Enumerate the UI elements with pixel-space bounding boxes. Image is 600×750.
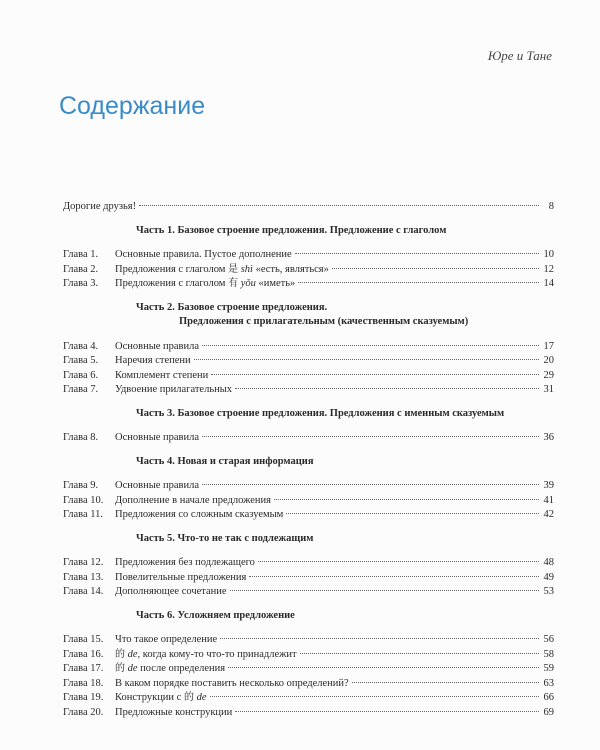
toc-chapter-row[interactable] <box>63 263 554 278</box>
chapter-title-han: 是 <box>228 263 239 275</box>
chapter-title: Предложения со сложным сказуемым <box>115 509 284 520</box>
chapter-page-number: 56 <box>543 634 554 645</box>
chapter-title-han: 的 <box>115 648 125 660</box>
leader-dots <box>235 711 539 712</box>
leader-dots <box>230 590 539 591</box>
chapter-title-han: 有 <box>228 278 239 289</box>
chapter-title: Предложные конструкции <box>115 706 233 718</box>
chapter-title <box>115 662 225 677</box>
chapter-page-number: 14 <box>543 278 554 289</box>
chapter-page-number: 29 <box>543 369 554 381</box>
leader-dots <box>194 359 539 360</box>
toc-chapter-row[interactable] <box>63 369 554 384</box>
leader-dots <box>300 653 539 654</box>
chapter-number: Глава 8. <box>63 432 99 443</box>
chapter-title: Основные правила <box>115 480 200 491</box>
chapter-number: Глава 4. <box>63 340 99 352</box>
chapter-number: Глава 16. <box>63 648 104 660</box>
leader-dots <box>228 667 539 668</box>
chapter-title: Что такое определение <box>115 634 218 645</box>
chapter-number: Глава 13. <box>63 571 104 583</box>
part-heading <box>63 407 554 422</box>
chapter-number: Глава 17. <box>63 663 104 674</box>
chapter-title-post: после определения <box>137 663 226 674</box>
leader-dots <box>211 374 539 375</box>
chapter-number: Глава 15. <box>63 634 104 645</box>
chapter-title-han: 的 <box>183 692 194 703</box>
leader-dots <box>352 682 539 683</box>
chapter-number: Глава 11. <box>63 509 104 520</box>
leader-dots <box>202 436 539 437</box>
chapter-page-number: 12 <box>543 263 554 275</box>
chapter-title-it: de <box>193 692 207 703</box>
part-heading <box>63 301 554 330</box>
chapter-title <box>115 263 329 278</box>
chapter-title: Повелительные предложения <box>115 571 247 583</box>
leader-dots <box>249 576 539 577</box>
toc-chapter-row[interactable] <box>63 508 554 523</box>
chapter-title: Основные правила <box>115 340 200 352</box>
chapter-number: Глава 9. <box>63 480 99 491</box>
chapter-title-it: yǒu <box>238 278 256 289</box>
leader-dots <box>202 484 539 485</box>
chapter-number: Глава 10. <box>63 494 104 506</box>
part-heading <box>63 532 554 547</box>
chapter-title: Основные правила <box>115 432 200 443</box>
toc-chapter-row[interactable] <box>63 633 554 648</box>
part-title: Часть 5. Что-то не так с подлежащим <box>136 532 314 544</box>
part-heading <box>63 224 554 239</box>
chapter-page-number: 17 <box>543 340 554 352</box>
chapter-title: Комплемент степени <box>115 369 209 381</box>
toc-chapter-row[interactable] <box>63 479 554 494</box>
chapter-page-number: 36 <box>543 432 554 443</box>
chapter-number: Глава 12. <box>63 557 104 568</box>
toc-chapter-row[interactable] <box>63 571 554 586</box>
leader-dots <box>210 696 539 697</box>
toc-chapter-row[interactable] <box>63 354 554 369</box>
chapter-title-it: de <box>125 663 138 674</box>
chapter-title-han: 的 <box>115 663 125 674</box>
toc-chapter-row[interactable] <box>63 431 554 446</box>
chapter-title: Предложения без подлежащего <box>115 557 255 568</box>
leader-dots <box>298 282 539 283</box>
chapter-page-number: 39 <box>543 480 554 491</box>
toc-intro-row[interactable] <box>63 200 554 215</box>
chapter-page-number: 20 <box>543 355 554 366</box>
part-title: Часть 2. Базовое строение предложения. <box>136 301 328 313</box>
leader-dots <box>235 388 539 389</box>
chapter-number: Глава 7. <box>63 384 99 395</box>
chapter-number: Глава 5. <box>63 355 99 366</box>
chapter-page-number: 63 <box>543 677 554 689</box>
toc-chapter-row[interactable] <box>63 585 554 600</box>
part-title-line2: Предложения с прилагательным (качественным сказуемым) <box>179 316 469 327</box>
leader-dots <box>286 513 539 514</box>
chapter-page-number: 10 <box>543 249 554 260</box>
leader-dots <box>202 345 539 346</box>
chapter-title-it: de <box>125 648 138 660</box>
parts-container <box>63 224 554 721</box>
chapter-number: Глава 18. <box>63 677 104 689</box>
chapter-page-number: 58 <box>543 648 554 660</box>
toc-chapter-row[interactable] <box>63 277 554 292</box>
chapter-title-post: «иметь» <box>255 278 296 289</box>
chapter-title: Наречия степени <box>115 355 191 366</box>
header-authors: Юре и Тане <box>487 48 552 63</box>
chapter-title-it: shì <box>238 263 253 275</box>
chapter-number: Глава 2. <box>63 263 99 275</box>
chapter-title: Основные правила. Пустое дополнение <box>115 249 292 260</box>
table-of-contents <box>63 200 554 720</box>
toc-chapter-row[interactable] <box>63 340 554 355</box>
toc-intro-page: 8 <box>548 201 554 212</box>
part-title: Часть 4. Новая и старая информация <box>136 455 314 467</box>
chapter-page-number: 31 <box>543 384 554 395</box>
part-title: Часть 1. Базовое строение предложения. Предложение с глаголом <box>136 224 447 236</box>
chapter-number: Глава 20. <box>63 706 104 718</box>
chapter-number: Глава 14. <box>63 586 104 597</box>
chapter-title: Дополнение в начале предложения <box>115 494 271 506</box>
toc-chapter-row[interactable] <box>63 691 554 706</box>
toc-chapter-row[interactable] <box>63 556 554 571</box>
chapter-number: Глава 1. <box>63 249 99 260</box>
leader-dots <box>332 268 539 269</box>
leader-dots <box>220 638 539 639</box>
toc-chapter-row[interactable] <box>63 248 554 263</box>
part-title: Часть 3. Базовое строение предложения. Предложения с именным сказуемым <box>136 407 505 419</box>
chapter-page-number: 69 <box>543 706 554 718</box>
part-heading <box>63 609 554 624</box>
chapter-number: Глава 19. <box>63 692 104 703</box>
chapter-title-post: «есть, являться» <box>252 263 329 275</box>
leader-dots <box>139 205 539 206</box>
toc-chapter-row[interactable] <box>63 494 554 509</box>
leader-dots <box>258 561 539 562</box>
toc-chapter-row[interactable] <box>63 383 554 398</box>
toc-intro-title: Дорогие друзья! <box>63 201 137 212</box>
chapter-number: Глава 6. <box>63 369 99 381</box>
leader-dots <box>295 253 539 254</box>
chapter-page-number: 42 <box>543 509 554 520</box>
chapter-page-number: 53 <box>543 586 554 597</box>
chapter-page-number: 49 <box>543 571 554 583</box>
chapter-title <box>115 277 295 292</box>
chapter-title: В каком порядке поставить несколько определений? <box>115 677 349 689</box>
chapter-title <box>115 691 207 706</box>
toc-chapter-row[interactable] <box>63 648 554 663</box>
chapter-title-post: , когда кому-то что-то принадлежит <box>137 648 297 660</box>
chapter-page-number: 66 <box>543 692 554 703</box>
chapter-page-number: 48 <box>543 557 554 568</box>
chapter-page-number: 59 <box>543 663 554 674</box>
page-title: Содержание <box>59 92 206 120</box>
chapter-number: Глава 3. <box>63 278 99 289</box>
chapter-page-number: 41 <box>543 494 554 506</box>
chapter-title: Дополняющее сочетание <box>115 586 227 597</box>
chapter-title: Удвоение прилагательных <box>115 384 233 395</box>
chapter-title-pre: Предложения с глаголом <box>115 278 229 289</box>
toc-chapter-row[interactable] <box>63 677 554 692</box>
chapter-title <box>115 648 297 663</box>
chapter-title-pre: Конструкции с <box>115 692 184 703</box>
part-title: Часть 6. Усложняем предложение <box>136 609 295 621</box>
chapter-title-pre: Предложения с глаголом <box>115 263 229 275</box>
part-heading <box>63 455 554 470</box>
toc-chapter-row[interactable] <box>63 662 554 677</box>
leader-dots <box>274 499 539 500</box>
toc-chapter-row[interactable] <box>63 706 554 721</box>
